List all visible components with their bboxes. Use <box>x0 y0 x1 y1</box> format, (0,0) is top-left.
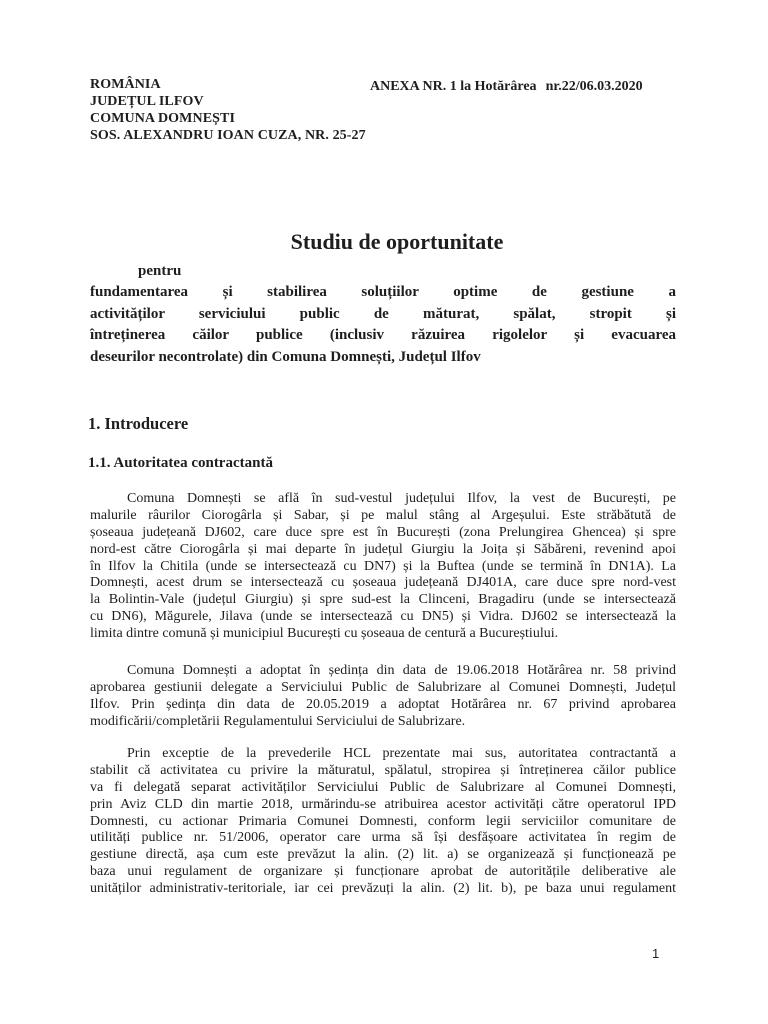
paragraph-line: șoseaua județeană DJ602, care duce spre est în București (zona Prelungirea Ghencea) și spre <box>90 524 676 540</box>
paragraph-line: baza unui regulament de organizare și funcționare aprobat de autoritățile deliberative ale <box>90 864 676 880</box>
paragraph-exception <box>90 746 676 898</box>
paragraph-line: Comuna Domnești a adoptat în ședința din data de 19.06.2018 Hotărârea nr. 58 privind <box>127 663 676 678</box>
paragraph-line: la Bolintin-Vale (județul Giurgiu) și spre sud-est la Clinceni, Bragadiru (unde se intersectează <box>90 592 676 608</box>
paragraph-line: cu DN6), Măgurele, Jilava (unde se intersectează cu DN5) și Vidra. DJ602 se intersectează la <box>90 609 676 625</box>
paragraph-line: nord-est către Ciorogârla și mai departe în județul Giurgiu la Joița și Săbăreni, revenind apoi <box>90 541 676 557</box>
paragraph-line: prin Aviz CLD din martie 2018, urmărindu-se atribuirea acestor activități către operatorul IPD <box>90 796 676 812</box>
paragraph-line: aprobarea gestiunii delegate a Serviciului Public de Salubrizare al Comunei Domnești, Județul <box>90 679 676 695</box>
paragraph-line: utilități publice nr. 51/2006, operator care urma să își desfășoare activitatea în regim de <box>90 830 676 846</box>
issuer-street: SOS. ALEXANDRU IOAN CUZA, NR. 25-27 <box>90 128 366 143</box>
issuer-commune: COMUNA DOMNEȘTI <box>90 111 236 126</box>
paragraph-decisions <box>90 663 676 731</box>
subtitle-line: deseurilor necontrolate) din Comuna Domnești, Județul Ilfov <box>90 348 481 365</box>
document-title: Studiu de oportunitate <box>290 229 504 254</box>
paragraph-line: limita dintre comună și municipiul București cu șoseaua de centură a Bucureștiului. <box>90 626 559 642</box>
paragraph-line: Domnești, acest drum se intersectează cu șoseaua județeană DJ401A, care duce spre nord-vest <box>90 575 676 591</box>
paragraph-location <box>90 491 676 643</box>
page-number: 1 <box>652 946 660 961</box>
issuer-county: JUDEȚUL ILFOV <box>90 94 204 109</box>
subtitle-lead-word: pentru <box>138 263 182 279</box>
issuer-country: ROMÂNIA <box>90 77 161 92</box>
section-heading: 1. Introducere <box>88 414 189 433</box>
paragraph-line: unităților administrativ-teritoriale, iar cei prevăzuți la alin. (2) lit. b), pe baza unui regulament <box>90 881 676 897</box>
paragraph-line: gestiune directă, așa cum este prevăzut la alin. (2) lit. a) se organizează și funcționează pe <box>90 847 676 863</box>
subsection-heading: 1.1. Autoritatea contractantă <box>88 455 273 471</box>
decision-number: nr.22/06.03.2020 <box>545 79 643 94</box>
paragraph-line: Comuna Domnești se află în sud-vestul județului Ilfov, la vest de București, pe <box>127 491 676 506</box>
paragraph-line: Prin exceptie de la prevederile HCL prezentate mai sus, autoritatea contractantă a <box>127 746 676 761</box>
paragraph-line: Domnesti, cu actionar Primaria Comunei Domnesti, conform legii serviciilor comunitare de <box>90 813 676 829</box>
annex-reference <box>370 79 643 95</box>
paragraph-line: Ilfov. Prin ședința din data de 20.05.2019 a adoptat Hotărârea nr. 67 privind aprobarea <box>90 696 676 712</box>
paragraph-line: va fi delegată separat activităților Serviciului Public de Salubrizare al Comunei Domnești, <box>90 779 676 795</box>
paragraph-line: modificării/completării Regulamentului Serviciului de Salubrizare. <box>90 713 466 729</box>
paragraph-line: malurile râurilor Ciorogârla și Sabar, și pe malul stâng al Argeșului. Este străbătută de <box>90 507 676 523</box>
subtitle-line: fundamentarea și stabilirea soluțiilor optime de gestiune a <box>90 284 676 300</box>
paragraph-line: stabilit că activitatea cu privire la măturatul, spălatul, stropirea și întreținerea căilor publice <box>90 762 676 778</box>
issuer-address-block <box>90 76 366 144</box>
subtitle <box>90 282 676 368</box>
paragraph-line: în Ilfov la Chitila (unde se intersectează cu DN7) și la Buftea (unde se termină în DN1A). La <box>90 558 676 574</box>
annex-label: ANEXA NR. 1 la Hotărârea <box>370 79 537 94</box>
subtitle-line: întreținerea căilor publice (inclusiv răzuirea rigolelor și evacuarea <box>90 327 676 343</box>
subtitle-line: activităților serviciului public de măturat, spălat, stropit și <box>90 305 676 322</box>
